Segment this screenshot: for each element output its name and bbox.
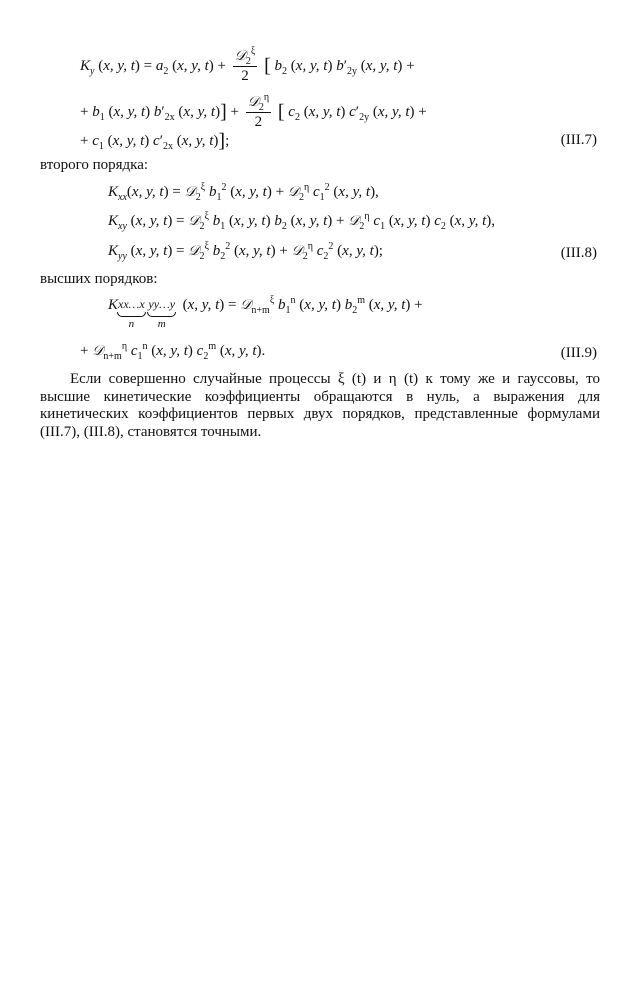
eq9-line1: K xx…x n yy…y m (x, y, t) = 𝒟$_{n+m}^\xi$ $b_1^n$ (x, y, t) $b_2^m$ (x, y, t) + bbox=[108, 295, 423, 330]
eq7-line2: + $b_1$ (x, y, t) $b'_{2x}$ (x, y, t)] + $\frac{𝒟_2^\eta}{2}$ [ $c_2$ (x, y, t) $c'_{2y}$ (x, y, t) + bbox=[80, 92, 427, 130]
eq7-line1: $K_y$ (x, y, $t) = a_2$ (x, y, t) + $\frac{𝒟_2^\xi}{2}$ [ $b_2$ (x, y, t) $b'_{2y}$ (x, y, t) + bbox=[80, 46, 415, 84]
eq8-line2: $K_{xy}$ (x, y, t) = 𝒟$_2^\xi$ $b_1$ (x, y, t) $b_2$ (x, y, t) + 𝒟$_2^\eta$ $c_1$ (x, y, t) $c_2$ (x, y, t), bbox=[108, 211, 496, 232]
eq7-line3: + $c_1$ (x, y, t) $c'_{2x}$ (x, y, t)]; bbox=[80, 130, 230, 152]
eq8-line1: $K_{xx}(x$, y, t) = 𝒟$_2^\xi$ $b_1^2$ (x, y, t) + 𝒟$_2^\eta$ $c_1^2$ (x, y, t), bbox=[108, 182, 379, 203]
label-second-order: второго порядка: bbox=[40, 157, 149, 173]
equation-number-iii8: (III.8) bbox=[560, 245, 597, 261]
body-paragraph bbox=[40, 371, 600, 441]
eq8-line3: $K_{yy}$ (x, y, t) = 𝒟$_2^\xi$ $b_2^2$ (x, y, t) + 𝒟$_2^\eta$ $c_2^2$ (x, y, t); bbox=[108, 241, 383, 262]
paragraph-text: Если совершенно случайные процессы ξ (t) и η (t) к тому же и гауссовы, то высшие кинетические коэффициенты обращаются в нуль, а выражения для кинетических коэффициентов первых двух порядков, представленные формулами (III.7), (III.8), становятся точными. bbox=[40, 371, 600, 440]
eq9-line2: + 𝒟$_{n+m}^\eta$ $c_1^n$ (x, y, t) $c_2^m$ (x, y, t). bbox=[80, 341, 266, 362]
equation-number-iii7: (III.7) bbox=[560, 132, 597, 148]
equation-number-iii9: (III.9) bbox=[560, 345, 597, 361]
label-higher-orders: высших порядков: bbox=[40, 271, 158, 287]
